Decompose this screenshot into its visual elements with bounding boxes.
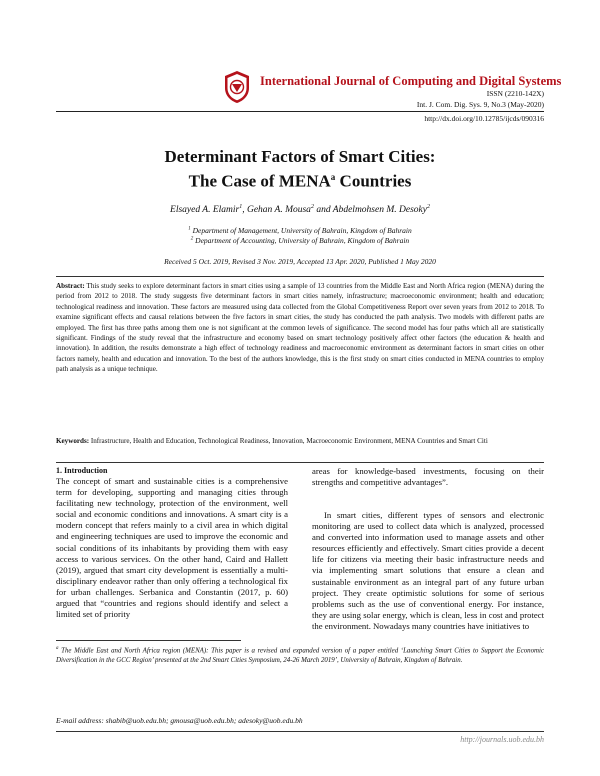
publication-dates: Received 5 Oct. 2019, Revised 3 Nov. 2019, Accepted 13 Apr. 2020, Published 1 May 2020 bbox=[164, 257, 436, 266]
footer-divider bbox=[56, 731, 544, 732]
title-line-2: The Case of MENA$^a$ Countries bbox=[188, 171, 412, 191]
body-column-right-paragraph-1: areas for knowledge-based investments, focusing on their strengths and competitive advantages”. bbox=[312, 466, 544, 488]
keywords bbox=[56, 436, 544, 446]
header-divider bbox=[56, 111, 544, 112]
footnote: $^a$ The Middle East and North Africa region (MENA): This paper is a revised and expanded version of a paper entitled ‘Launching Smart Cities to Support the Economic Diversification in the GCC Region’ presented at the 2nd Smart Cities Symposium, 24-26 March 2019’, University of Bahrain, Kingdom of Bahrain. bbox=[56, 646, 544, 665]
keywords-bottom-divider bbox=[56, 462, 544, 463]
author-emails: E-mail address: shabib@uob.edu.bh; gmousa@uob.edu.bh; adesoky@uob.edu.bh bbox=[56, 716, 303, 725]
keywords-label: Keywords: bbox=[56, 437, 90, 445]
author-1: Elsayed A. Elamir bbox=[170, 205, 240, 216]
abstract bbox=[56, 281, 544, 375]
journal-title: International Journal of Computing and Digital Systems bbox=[260, 74, 562, 88]
issn: ISSN (2210-142X) bbox=[486, 89, 544, 98]
abstract-text: This study seeks to explore determinant factors in smart cities using a sample of 13 countries from the Middle East and North Africa region (MENA) during the period from 2012 to 2018. The study suggests five determinant factors in smart cities namely, infrastructure; macroeconomic environment; health and education; technological readiness and innovation. These factors are measured using data collected from the Global Competitiveness Report over seven years from 2012 to 2018. To examine significant effects and causal relations between the five factors in smart cities, the study has conducted the path analysis. Two models with different paths are employed. The first has three paths among them one is not significant at the common levels of significance. The second model has four paths which all are statistically significant. Findings of the study reveal that the infrastructure and economy based on smart technology positively affect other factors (the education & health and innovation). In addition, the results demonstrate a high effect of technology readiness and macroeconomic environment as determinant factors in smart cities on other factors namely, health and education and innovation. To the best of the authors knowledge, this is the first study on smart cities conducted in MENA countries to employ path analysis as a unique technique. bbox=[56, 282, 544, 374]
journal-citation: Int. J. Com. Dig. Sys. 9, No.3 (May-2020) bbox=[416, 100, 544, 109]
doi-link[interactable]: http://dx.doi.org/10.12785/ijcds/090316 bbox=[424, 114, 544, 123]
footnote-divider bbox=[56, 640, 241, 641]
abstract-label: Abstract: bbox=[56, 282, 85, 290]
abstract-top-divider bbox=[56, 276, 544, 277]
author-3: Abdelmohsen M. Desoky bbox=[332, 205, 427, 216]
keywords-text: Infrastructure, Health and Education, Technological Readiness, Innovation, Macroeconomic Environment, MENA Countries and Smart Citi bbox=[89, 437, 488, 445]
body-column-right-paragraph-2: In smart cities, different types of sensors and electronic monitoring are used to collect data which is analyzed, processed and converted into information used to manage assets and other resources efficiently and effectively. Smart cities provide a decent life for citizens via meeting their basic infrastructure needs and via implementing smart solutions that ensure a clean and sustainable environment as an integral part of any future urban project. They create optimistic solutions for some of serious problems such as the use of conventional energy. For instance, they are using solar energy, which is clean, less in cost and protect the environment. Nowadays many countries have initiatives to bbox=[312, 510, 544, 631]
author-2: Gehan A. Mousa bbox=[246, 205, 311, 216]
affiliation-1: $^1$ Department of Management, University of Bahrain, Kingdom of Bahrain bbox=[188, 226, 412, 235]
author-list: Elsayed A. Elamir$^1$, Gehan A. Mousa$^2$ and Abdelmohsen M. Desoky$^2$ bbox=[170, 204, 430, 216]
paper-title bbox=[56, 147, 544, 192]
section-heading-introduction: 1. Introduction bbox=[56, 466, 108, 475]
footer-url-link[interactable]: http://journals.uob.edu.bh bbox=[460, 735, 544, 744]
affiliation-2: $^2$ Department of Accounting, University of Bahrain, Kingdom of Bahrain bbox=[190, 236, 410, 245]
university-seal-icon bbox=[222, 70, 252, 104]
title-line-1: Determinant Factors of Smart Cities: bbox=[164, 147, 436, 166]
body-column-left: The concept of smart and sustainable cities is a comprehensive term for developing, supporting and managing cities through facilitating new technology, protection of the environment, well social and economic conditions and innovations. A smart city is a modern concept that refers mainly to a civil area in which digital and engineering techniques are used to improve the economic and social conditions of its inhabitants by providing them with easy access to various services. On the other hand, Caird and Hallett (2019), argued that smart city development is essentially a multi-disciplinary endeavor rather than only offering a technological fix for urban challenges. Serbanica and Constantin (2017, p. 60) argued that “countries and regions should identify and select a limited set of priority bbox=[56, 476, 288, 620]
